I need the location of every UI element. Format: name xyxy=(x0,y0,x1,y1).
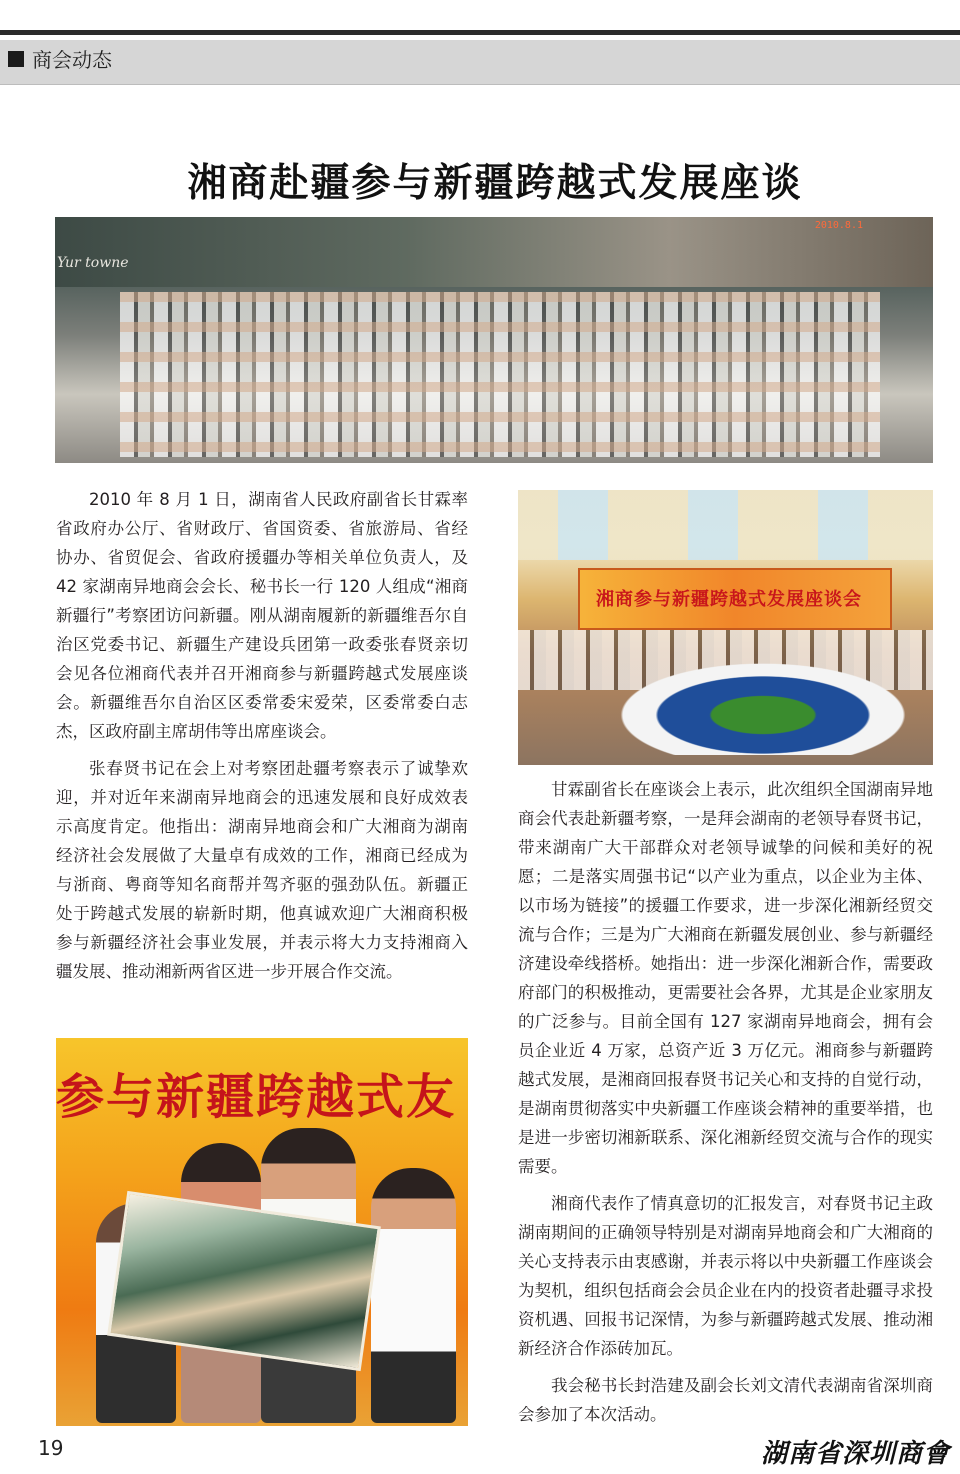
section-marker-icon xyxy=(8,51,24,67)
group-photo-faces xyxy=(120,292,880,457)
paragraph: 我会秘书长封浩建及副会长刘文清代表湖南省深圳商会参加了本次活动。 xyxy=(518,1376,933,1424)
footer-brand-logo: 湖南省深圳商會 xyxy=(760,1439,950,1469)
ceremony-person xyxy=(371,1168,456,1423)
article-column-right xyxy=(518,775,933,1437)
meeting-photo xyxy=(518,490,933,765)
meeting-photo-ceiling xyxy=(518,490,933,560)
section-label: 商会动态 xyxy=(32,48,112,72)
page-number: 19 xyxy=(38,1436,64,1460)
paragraph: 2010 年 8 月 1 日，湖南省人民政府副省长甘霖率省政府办公厅、省财政厅、省国资委、省旅游局、省经协办、省贸促会、省政府援疆办等相关单位负责人，及 42 家湖南异地商会会长、秘书长一行 120 人组成“湘商新疆行”考察团访问新疆。刚从湖南履新的新疆维吾尔自治区党委书记、新疆生产建设兵团第一政委张春贤亲切会见各位湘商代表并召开湘商参与新疆跨越式发展座谈会。新疆维吾尔自治区区委常委宋爱荣，区委常委白志杰，区政府副主席胡伟等出席座谈会。 xyxy=(56,490,468,741)
paragraph: 张春贤书记在会上对考察团赴疆考察表示了诚挚欢迎，并对近年来湖南异地商会的迅速发展和良好成效表示高度肯定。他指出：湖南异地商会和广大湘商为湖南经济社会发展做了大量卓有成效的工作，湘商已经成为与浙商、粤商等知名商帮并驾齐驱的强劲队伍。新疆正处于跨越式发展的崭新时期，他真诚欢迎广大湘商积极参与新疆经济社会事业发展，并表示将大力支持湘商入疆发展、推动湘新两省区进一步开展合作交流。 xyxy=(56,759,468,981)
ceremony-banner-text: 参与新疆跨越式友 xyxy=(56,1069,457,1125)
meeting-banner-text: 湘商参与新疆跨越式发展座谈会 xyxy=(596,589,862,610)
group-photo-sign: Yur towne xyxy=(57,255,129,271)
section-header-bar xyxy=(0,40,960,85)
article-column-left xyxy=(56,485,468,994)
ceremony-photo xyxy=(56,1038,468,1426)
article-title: 湘商赴疆参与新疆跨越式发展座谈 xyxy=(187,161,803,206)
group-photo-building xyxy=(55,217,933,287)
meeting-photo-table xyxy=(598,655,928,755)
group-photo xyxy=(55,217,933,463)
top-rule xyxy=(0,30,960,35)
group-photo-date-stamp: 2010.8.1 xyxy=(814,220,863,231)
paragraph: 湘商代表作了情真意切的汇报发言，对春贤书记主政湖南期间的正确领导特别是对湖南异地商会和广大湘商的关心支持表示由衷感谢，并表示将以中央新疆工作座谈会为契机，组织包括商会会员企业在内的投资者赴疆寻求投资机遇、回报书记深情，为参与新疆跨越式发展、推动湘新经济合作添砖加瓦。 xyxy=(518,1194,933,1358)
paragraph: 甘霖副省长在座谈会上表示，此次组织全国湖南异地商会代表赴新疆考察，一是拜会湖南的老领导春贤书记，带来湖南广大干部群众对老领导诚挚的问候和美好的祝愿；二是落实周强书记“以产业为重点，以企业为主体、以市场为链接”的援疆工作要求，进一步深化湘新经贸交流与合作；三是为广大湘商在新疆发展创业、参与新疆经济建设牵线搭桥。她指出：进一步深化湘新合作，需要政府部门的积极推动，更需要社会各界，尤其是企业家朋友的广泛参与。目前全国有 127 家湖南异地商会，拥有会员企业近 4 万家，总资产近 3 万亿元。湘商参与新疆跨越式发展，是湘商回报春贤书记关心和支持的自觉行动，是湖南贯彻落实中央新疆工作座谈会精神的重要举措，也是进一步密切湘新联系、深化湘新经贸交流与合作的现实需要。 xyxy=(518,780,933,1176)
